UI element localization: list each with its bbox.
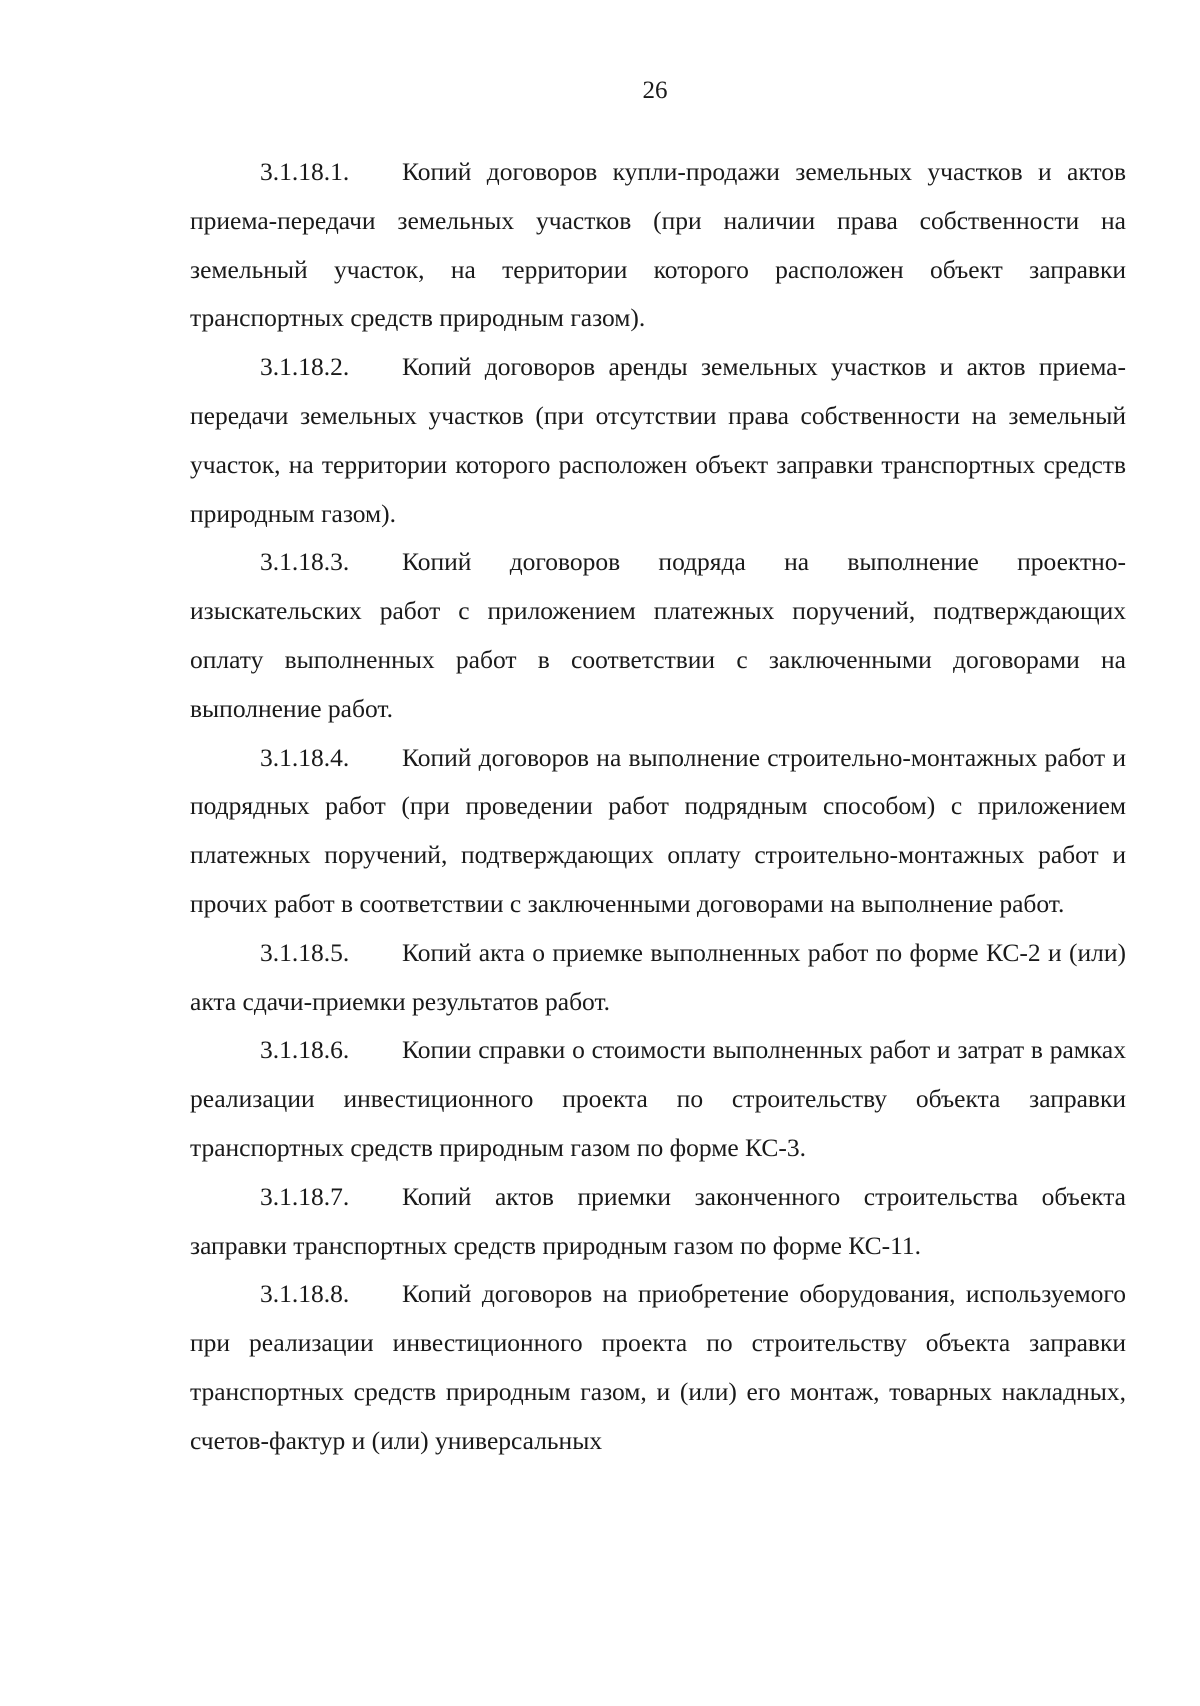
paragraph-number: 3.1.18.4. [260, 742, 350, 772]
paragraph-3-1-18-8 [190, 1270, 1126, 1465]
paragraph-text: Копий договоров подряда на выполнение проектно-изыскательских работ с приложением платежных поручений, подтверждающих оплату выполненных работ в соответствии с заключенными договорами на выполнение работ. [190, 547, 1126, 723]
paragraph-3-1-18-7 [190, 1173, 1126, 1271]
paragraph-number: 3.1.18.5. [260, 937, 350, 967]
paragraph-text: Копий договоров купли-продажи земельных участков и актов приема-передачи земельных участков (при наличии права собственности на земельный участок, на территории которого расположен объект заправки транспортных средств природным газом). [190, 157, 1126, 333]
paragraph-3-1-18-2 [190, 343, 1126, 538]
paragraph-3-1-18-4 [190, 734, 1126, 929]
paragraph-number: 3.1.18.6. [260, 1035, 350, 1065]
paragraph-number: 3.1.18.7. [260, 1181, 350, 1211]
paragraph-number: 3.1.18.8. [260, 1279, 350, 1309]
paragraph-text: Копий акта о приемке выполненных работ по форме КС-2 и (или) акта сдачи-приемки результатов работ. [190, 937, 1126, 1016]
paragraph-3-1-18-5 [190, 929, 1126, 1027]
paragraph-number: 3.1.18.2. [260, 352, 350, 382]
paragraph-text: Копии справки о стоимости выполненных работ и затрат в рамках реализации инвестиционного проекта по строительству объекта заправки транспортных средств природным газом по форме КС-3. [190, 1035, 1126, 1162]
paragraph-text: Копий актов приемки законченного строительства объекта заправки транспортных средств природным газом по форме КС-11. [190, 1181, 1126, 1260]
page-number: 26 [642, 77, 668, 104]
paragraph-text: Копий договоров на приобретение оборудования, используемого при реализации инвестиционного проекта по строительству объекта заправки транспортных средств природным газом, и (или) его монтаж, товарных накладных, счетов-фактур и (или) универсальных [190, 1279, 1126, 1455]
paragraph-text: Копий договоров аренды земельных участков и актов приема-передачи земельных участков (при отсутствии права собственности на земельный участок, на территории которого расположен объект заправки транспортных средств природным газом). [190, 352, 1126, 528]
paragraph-number: 3.1.18.1. [260, 157, 350, 186]
paragraph-3-1-18-3 [190, 538, 1126, 733]
paragraph-3-1-18-1 [190, 148, 1126, 343]
paragraph-number: 3.1.18.3. [260, 547, 350, 577]
paragraph-3-1-18-6 [190, 1026, 1126, 1172]
paragraph-text: Копий договоров на выполнение строительно-монтажных работ и подрядных работ (при проведении работ подрядным способом) с приложением платежных поручений, подтверждающих оплату строительно-монтажных работ и прочих работ в соответствии с заключенными договорами на выполнение работ. [190, 742, 1126, 918]
document-body [190, 148, 1126, 1466]
